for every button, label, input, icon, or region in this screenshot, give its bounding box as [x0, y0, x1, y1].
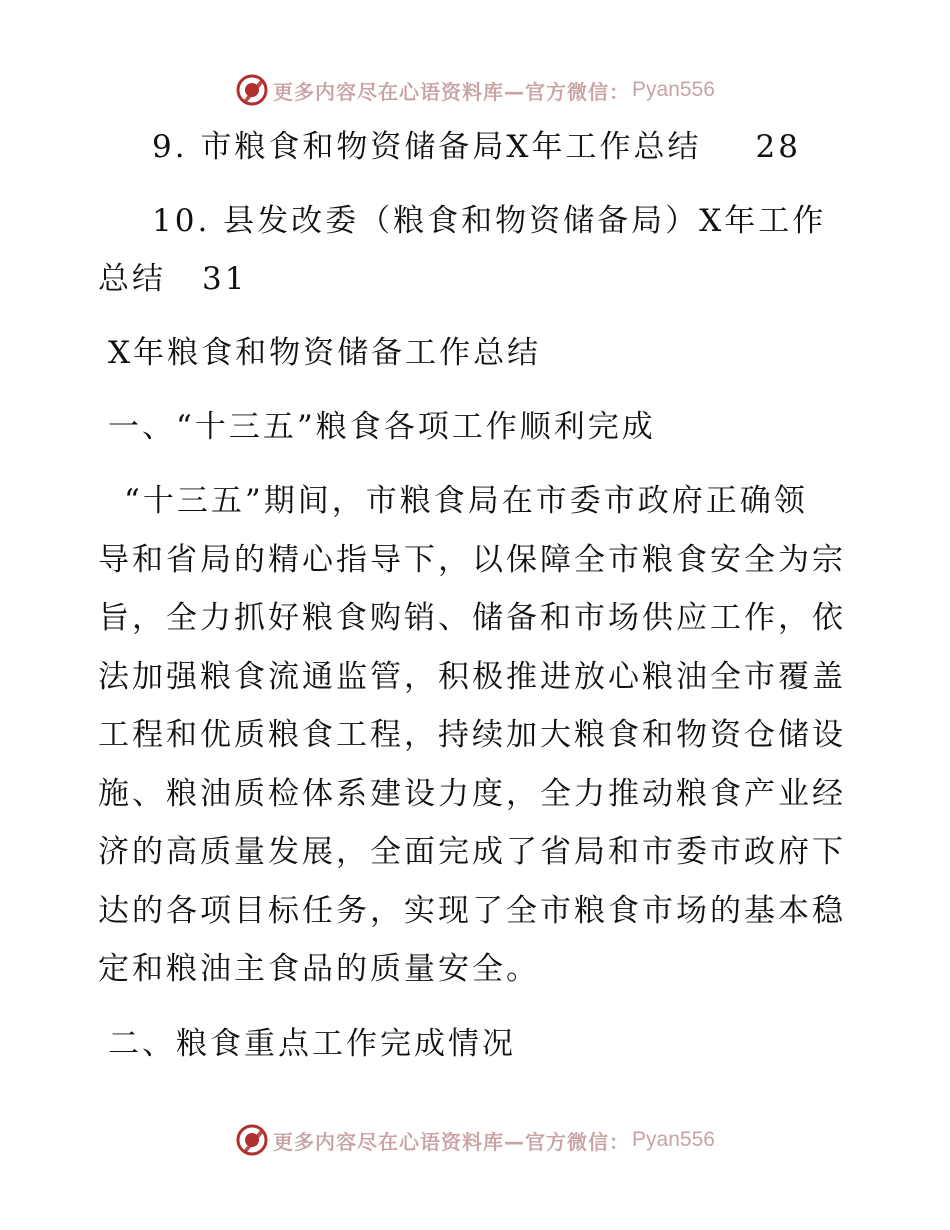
pen-logo-icon [235, 1123, 269, 1157]
toc-entry-10[interactable] [98, 192, 850, 308]
toc-entry-9[interactable] [98, 118, 850, 176]
paragraph-line: 济的高质量发展，全面完成了省局和市委市政府下 [98, 834, 846, 870]
watermark-text: 更多内容尽在心语资料库—官方微信： [273, 1129, 631, 1154]
watermark-id: Pyan556 [632, 1128, 715, 1151]
document-title: X年粮食和物资储备工作总结 [108, 335, 542, 371]
paragraph-line: 达的各项目标任务，实现了全市粮食市场的基本稳 [98, 892, 846, 929]
toc-page: 28 [755, 129, 801, 165]
toc-number: 9. [152, 129, 188, 165]
section-1-paragraph [98, 472, 850, 999]
toc-entry-10-line2 [98, 250, 850, 308]
section-2-heading: 二、粮食重点工作完成情况 [108, 1025, 516, 1062]
paragraph-line: 旨，全力抓好粮食购销、储备和市场供应工作，依 [98, 600, 846, 636]
toc-entry-10-line1 [98, 192, 850, 250]
toc-title-line1: 县发改委（粮食和物资储备局）X年工作 [223, 203, 827, 239]
toc-title: 市粮食和物资储备局X年工作总结 [200, 129, 702, 165]
toc-number: 10. [152, 203, 211, 239]
watermark-id: Pyan556 [632, 78, 715, 101]
document-body [98, 118, 850, 1073]
paragraph-line: 导和省局的精心指导下，以保障全市粮食安全为宗 [98, 541, 846, 578]
paragraph-line: 工程和优质粮食工程，持续加大粮食和物资仓储设 [98, 717, 846, 753]
paragraph-line: “十三五”期间，市粮食局在市委市政府正确领 [124, 483, 808, 519]
toc-title-line2: 总结 [98, 261, 166, 297]
paragraph-line: 法加强粮食流通监管，积极推进放心粮油全市覆盖 [98, 658, 846, 695]
toc-page: 31 [202, 261, 248, 297]
paragraph-line: 定和粮油主食品的质量安全。 [98, 951, 540, 987]
section-1-heading: 一、“十三五”粮食各项工作顺利完成 [108, 409, 656, 445]
watermark-banner-bottom [0, 1120, 950, 1160]
pen-logo-icon [235, 73, 269, 107]
paragraph-line: 施、粮油质检体系建设力度，全力推动粮食产业经 [98, 775, 846, 812]
watermark-banner-top [0, 70, 950, 110]
watermark-text: 更多内容尽在心语资料库—官方微信： [273, 79, 631, 104]
